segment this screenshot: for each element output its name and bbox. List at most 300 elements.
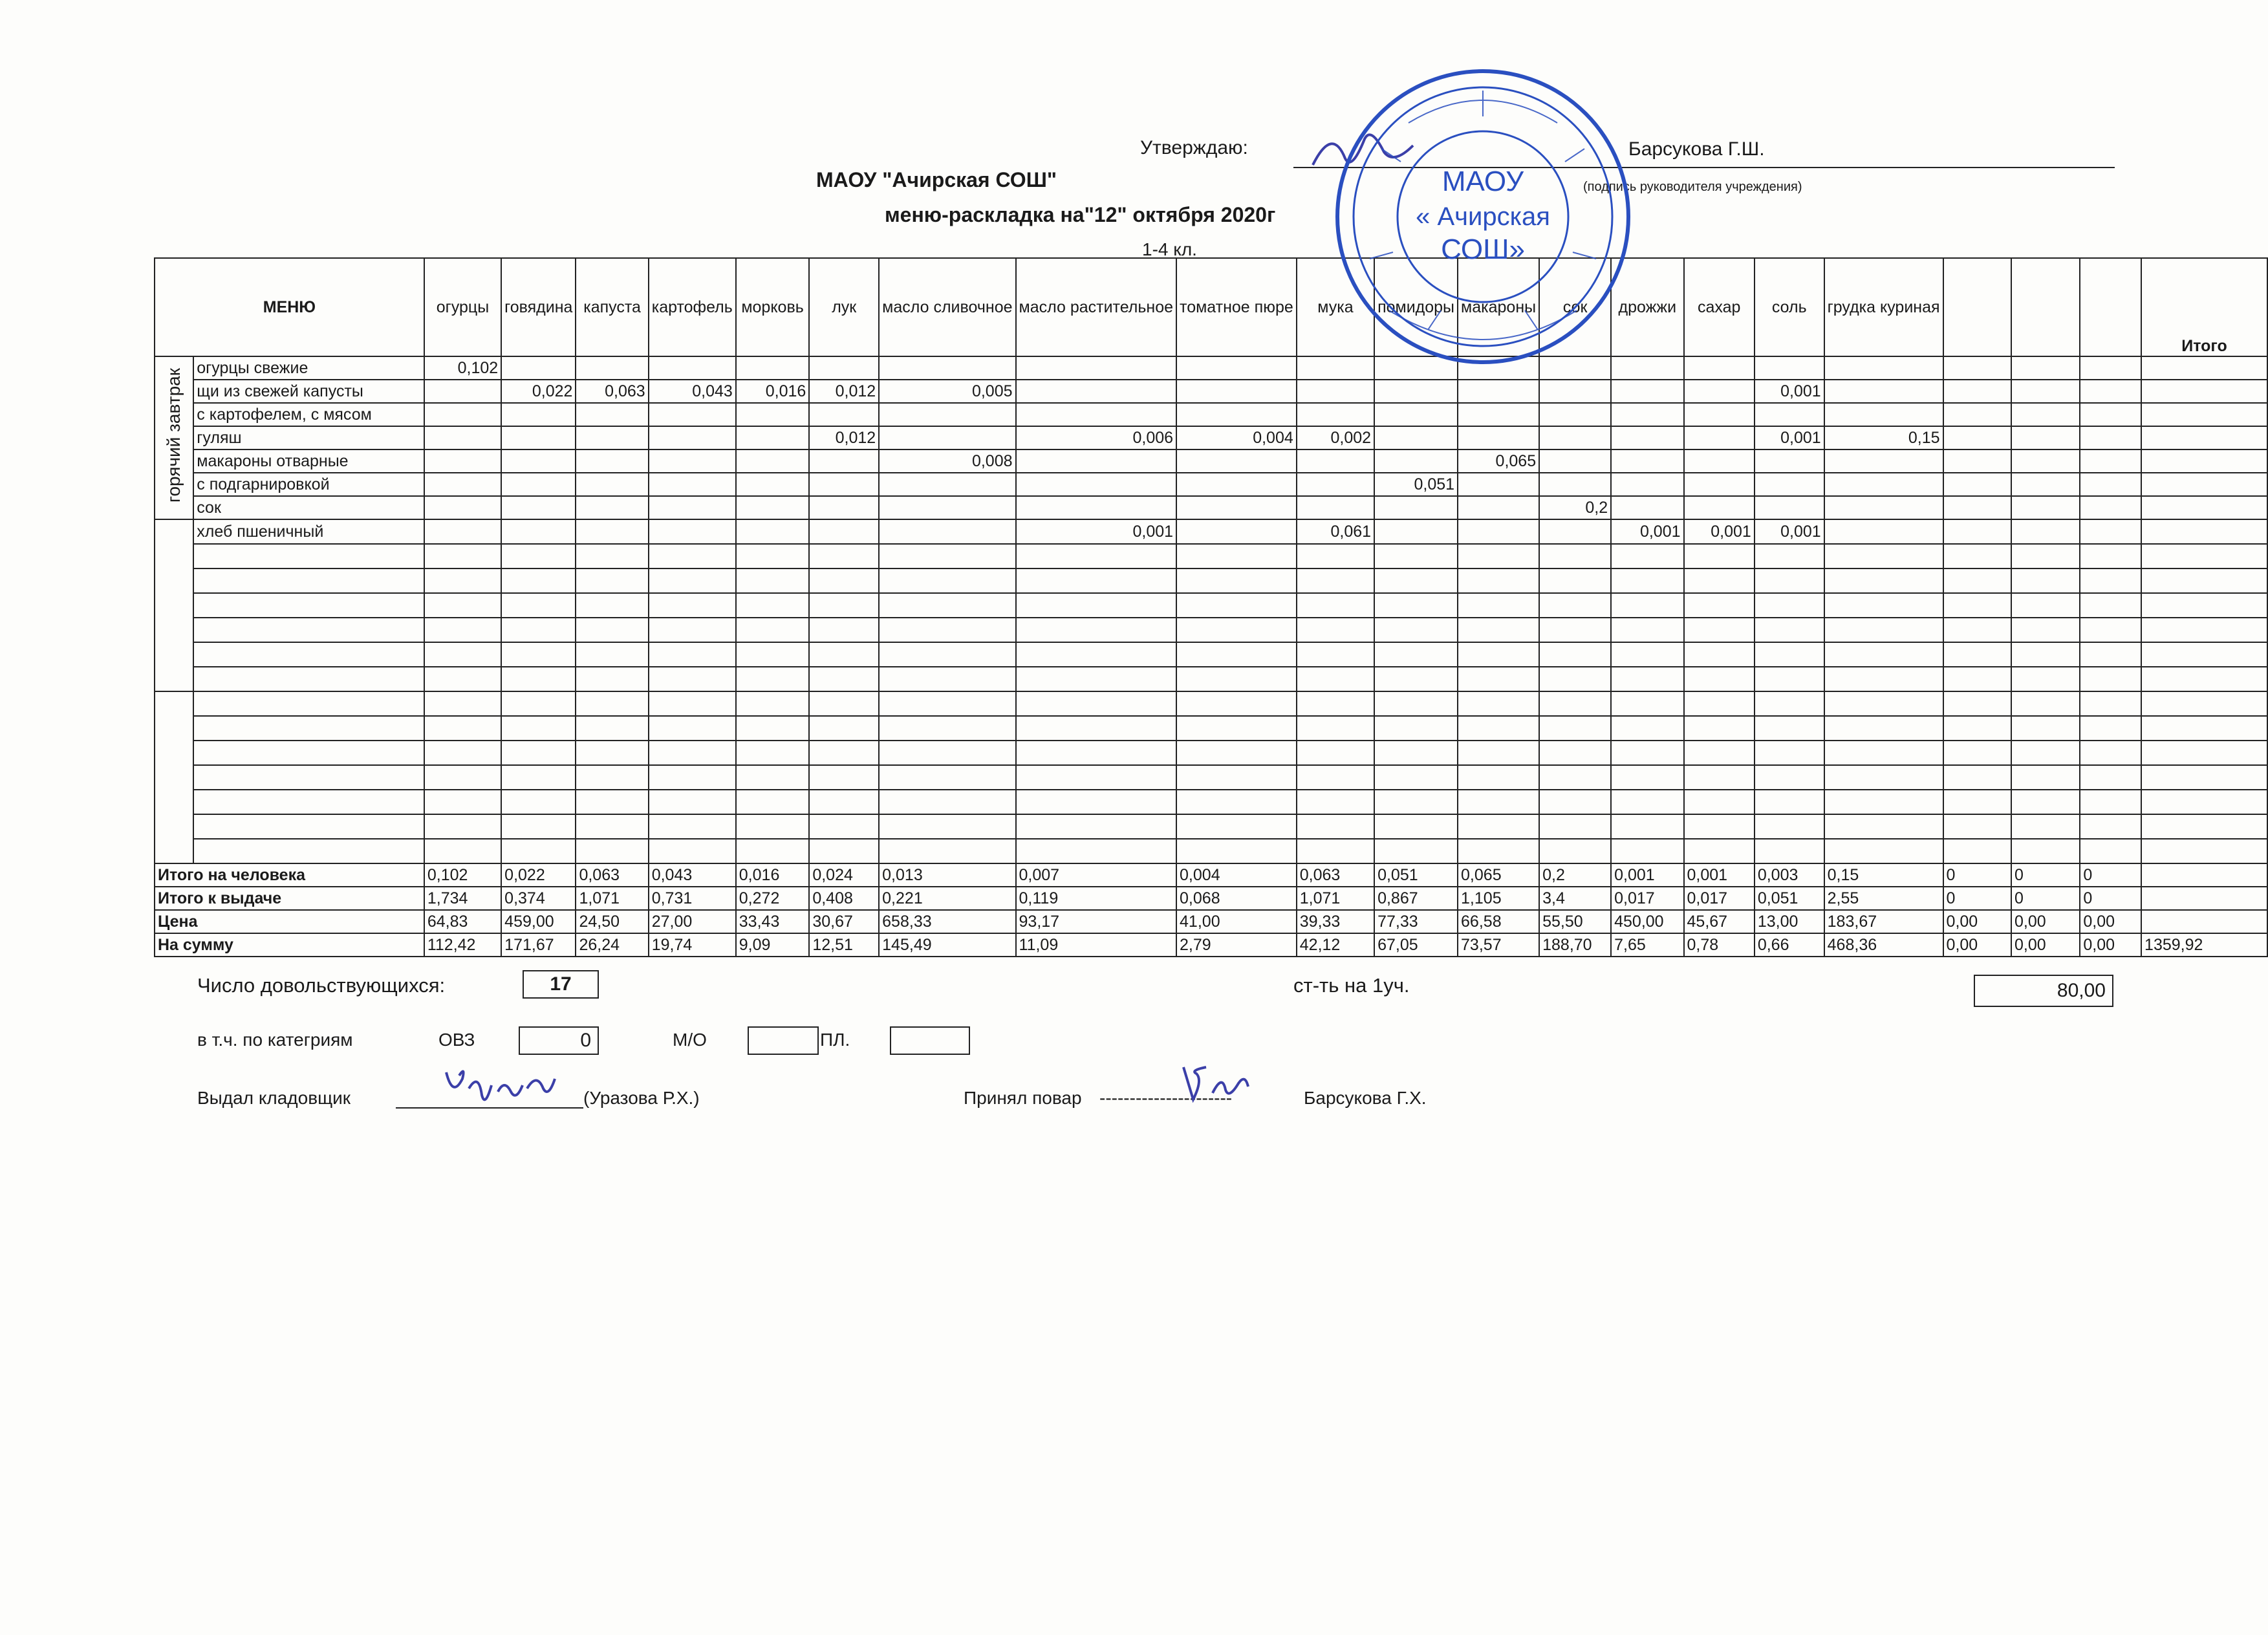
amount-cell xyxy=(1176,741,1297,765)
column-header: помидоры xyxy=(1374,258,1458,356)
amount-cell xyxy=(576,667,648,691)
amount-cell xyxy=(576,741,648,765)
amount-cell: 0,022 xyxy=(501,380,576,403)
table-row xyxy=(155,618,2267,642)
amount-cell xyxy=(1374,380,1458,403)
ovz-label: ОВЗ xyxy=(438,1030,475,1050)
amount-cell xyxy=(2011,496,2080,519)
amount-cell xyxy=(1684,426,1755,449)
amount-cell xyxy=(1016,380,1177,403)
received-dashes: ---------------------- xyxy=(1099,1088,1233,1108)
total-cell xyxy=(2141,765,2267,790)
amount-cell xyxy=(1755,403,1824,426)
amount-cell xyxy=(1016,473,1177,496)
amount-cell: 0,001 xyxy=(1016,519,1177,544)
amount-cell xyxy=(1297,449,1374,473)
amount-cell xyxy=(576,618,648,642)
amount-cell xyxy=(809,716,879,741)
amount-cell xyxy=(649,496,736,519)
amount-cell xyxy=(501,790,576,814)
amount-cell xyxy=(736,473,810,496)
approval-label: Утверждаю: xyxy=(1140,137,1248,158)
section-label: горячий завтрак xyxy=(164,368,184,503)
amount-cell xyxy=(1176,642,1297,667)
amount-cell xyxy=(649,568,736,593)
dish-name xyxy=(193,642,424,667)
official-stamp xyxy=(1331,65,1635,369)
stamp-line-3: СОШ» xyxy=(1441,233,1525,265)
amount-cell xyxy=(736,814,810,839)
summary-cell: 2,55 xyxy=(1824,887,1943,910)
amount-cell xyxy=(501,716,576,741)
table-row xyxy=(155,741,2267,765)
amount-cell xyxy=(1611,814,1683,839)
amount-cell xyxy=(1824,618,1943,642)
dish-name xyxy=(193,741,424,765)
column-header: дрожжи xyxy=(1611,258,1683,356)
amount-cell xyxy=(1374,716,1458,741)
dish-name xyxy=(193,790,424,814)
summary-cell: 2,79 xyxy=(1176,933,1297,957)
summary-cell: 0,051 xyxy=(1374,863,1458,887)
amount-cell xyxy=(649,403,736,426)
table-row xyxy=(155,519,2267,544)
amount-cell xyxy=(1684,691,1755,716)
amount-cell xyxy=(424,568,501,593)
amount-cell xyxy=(879,544,1015,568)
amount-cell xyxy=(576,716,648,741)
amount-cell xyxy=(1611,426,1683,449)
amount-cell xyxy=(1943,426,2011,449)
amount-cell xyxy=(424,403,501,426)
total-cell xyxy=(2141,642,2267,667)
amount-cell xyxy=(1611,790,1683,814)
dish-name xyxy=(193,716,424,741)
amount-cell xyxy=(1458,716,1539,741)
amount-cell xyxy=(1611,593,1683,618)
amount-cell xyxy=(1458,839,1539,863)
summary-cell: 0,119 xyxy=(1016,887,1177,910)
summary-cell: 45,67 xyxy=(1684,910,1755,933)
amount-cell xyxy=(2080,716,2141,741)
amount-cell xyxy=(1539,403,1611,426)
summary-cell: 0,102 xyxy=(424,863,501,887)
amount-cell xyxy=(1755,618,1824,642)
summary-cell: 41,00 xyxy=(1176,910,1297,933)
amount-cell xyxy=(1755,449,1824,473)
amount-cell xyxy=(1176,691,1297,716)
summary-row xyxy=(155,933,2267,957)
amount-cell xyxy=(879,496,1015,519)
dish-name xyxy=(193,568,424,593)
total-cell xyxy=(2141,544,2267,568)
amount-cell xyxy=(1755,839,1824,863)
amount-cell xyxy=(424,593,501,618)
amount-cell xyxy=(1458,765,1539,790)
summary-label: Итого к выдаче xyxy=(155,887,424,910)
amount-cell xyxy=(809,449,879,473)
amount-cell xyxy=(2011,426,2080,449)
amount-cell xyxy=(1458,814,1539,839)
amount-cell xyxy=(1611,380,1683,403)
amount-cell xyxy=(1539,716,1611,741)
amount-cell xyxy=(1943,667,2011,691)
amount-cell xyxy=(649,790,736,814)
amount-cell xyxy=(1755,544,1824,568)
summary-cell: 145,49 xyxy=(879,933,1015,957)
amount-cell xyxy=(424,449,501,473)
summary-row xyxy=(155,887,2267,910)
amount-cell xyxy=(1374,765,1458,790)
table-row xyxy=(155,544,2267,568)
dish-name xyxy=(193,593,424,618)
amount-cell xyxy=(1824,593,1943,618)
table-row xyxy=(155,449,2267,473)
amount-cell xyxy=(1016,568,1177,593)
summary-cell: 183,67 xyxy=(1824,910,1943,933)
summary-cell: 30,67 xyxy=(809,910,879,933)
amount-cell xyxy=(1458,667,1539,691)
summary-cell: 93,17 xyxy=(1016,910,1177,933)
amount-cell xyxy=(1684,814,1755,839)
column-header: капуста xyxy=(576,258,648,356)
amount-cell xyxy=(1684,356,1755,380)
amount-cell xyxy=(649,642,736,667)
amount-cell xyxy=(1297,642,1374,667)
amount-cell xyxy=(1176,790,1297,814)
summary-cell: 0,063 xyxy=(1297,863,1374,887)
amount-cell xyxy=(1016,839,1177,863)
amount-cell xyxy=(424,380,501,403)
amount-cell xyxy=(2080,356,2141,380)
table-row xyxy=(155,593,2267,618)
amount-cell xyxy=(1755,790,1824,814)
amount-cell xyxy=(2080,839,2141,863)
amount-cell xyxy=(2011,568,2080,593)
amount-cell xyxy=(424,642,501,667)
amount-cell xyxy=(501,519,576,544)
amount-cell xyxy=(879,593,1015,618)
column-header: масло растительное xyxy=(1016,258,1177,356)
dish-name: хлеб пшеничный xyxy=(193,519,424,544)
amount-cell: 0,065 xyxy=(1458,449,1539,473)
total-cell xyxy=(2141,380,2267,403)
amount-cell xyxy=(1611,667,1683,691)
summary-cell: 0 xyxy=(2011,887,2080,910)
amount-cell xyxy=(2011,473,2080,496)
summary-cell: 0,00 xyxy=(2011,933,2080,957)
amount-cell xyxy=(2080,593,2141,618)
amount-cell xyxy=(649,449,736,473)
summary-total xyxy=(2141,887,2267,910)
amount-cell xyxy=(1755,741,1824,765)
amount-cell xyxy=(1943,741,2011,765)
summary-cell: 1,734 xyxy=(424,887,501,910)
total-cell xyxy=(2141,814,2267,839)
table-row xyxy=(155,667,2267,691)
amount-cell xyxy=(576,765,648,790)
summary-cell: 658,33 xyxy=(879,910,1015,933)
amount-cell xyxy=(2080,403,2141,426)
amount-cell xyxy=(809,839,879,863)
amount-cell xyxy=(424,790,501,814)
amount-cell xyxy=(736,449,810,473)
summary-cell: 468,36 xyxy=(1824,933,1943,957)
summary-cell: 0,043 xyxy=(649,863,736,887)
summary-cell: 0,00 xyxy=(1943,933,2011,957)
summary-cell: 7,65 xyxy=(1611,933,1683,957)
amount-cell xyxy=(736,765,810,790)
amount-cell xyxy=(1176,765,1297,790)
amount-cell xyxy=(1684,380,1755,403)
amount-cell xyxy=(2080,519,2141,544)
doc-title: меню-раскладка на"12" октября 2020г xyxy=(885,203,1276,226)
amount-cell xyxy=(879,691,1015,716)
amount-cell xyxy=(1824,473,1943,496)
table-row xyxy=(155,426,2267,449)
amount-cell xyxy=(2080,790,2141,814)
amount-cell xyxy=(1539,618,1611,642)
amount-cell xyxy=(649,519,736,544)
amount-cell xyxy=(1943,449,2011,473)
amount-cell xyxy=(1755,814,1824,839)
dish-name xyxy=(193,765,424,790)
amount-cell xyxy=(1176,473,1297,496)
amount-cell xyxy=(1297,618,1374,642)
amount-cell: 0,001 xyxy=(1755,426,1824,449)
table-row xyxy=(155,496,2267,519)
dish-name xyxy=(193,544,424,568)
summary-cell: 0,00 xyxy=(1943,910,2011,933)
amount-cell xyxy=(501,449,576,473)
amount-cell xyxy=(1539,642,1611,667)
amount-cell xyxy=(1374,593,1458,618)
amount-cell: 0,063 xyxy=(576,380,648,403)
dish-name: огурцы свежие xyxy=(193,356,424,380)
summary-cell: 19,74 xyxy=(649,933,736,957)
dish-name: макароны отварные xyxy=(193,449,424,473)
summary-row xyxy=(155,910,2267,933)
amount-cell xyxy=(1755,716,1824,741)
amount-cell xyxy=(1755,473,1824,496)
amount-cell xyxy=(2080,741,2141,765)
total-cell xyxy=(2141,426,2267,449)
amount-cell xyxy=(809,356,879,380)
amount-cell xyxy=(879,356,1015,380)
amount-cell xyxy=(2080,568,2141,593)
amount-cell xyxy=(879,568,1015,593)
amount-cell xyxy=(1458,741,1539,765)
amount-cell xyxy=(1374,449,1458,473)
amount-cell xyxy=(1458,473,1539,496)
amount-cell xyxy=(1684,790,1755,814)
amount-cell xyxy=(1374,691,1458,716)
amount-cell xyxy=(501,741,576,765)
amount-cell xyxy=(2011,790,2080,814)
amount-cell xyxy=(2080,449,2141,473)
column-header: макароны xyxy=(1458,258,1539,356)
summary-cell: 55,50 xyxy=(1539,910,1611,933)
amount-cell xyxy=(1611,691,1683,716)
amount-cell xyxy=(1684,544,1755,568)
amount-cell: 0,008 xyxy=(879,449,1015,473)
amount-cell xyxy=(1755,765,1824,790)
amount-cell xyxy=(1943,814,2011,839)
amount-cell xyxy=(1297,667,1374,691)
amount-cell xyxy=(809,618,879,642)
summary-cell: 0,001 xyxy=(1684,863,1755,887)
amount-cell xyxy=(809,403,879,426)
amount-cell xyxy=(879,519,1015,544)
table-row xyxy=(155,790,2267,814)
amount-cell xyxy=(1016,691,1177,716)
amount-cell xyxy=(1539,667,1611,691)
table-row xyxy=(155,716,2267,741)
header-row xyxy=(155,258,2267,356)
summary-cell: 27,00 xyxy=(649,910,736,933)
amount-cell xyxy=(424,544,501,568)
total-cell xyxy=(2141,356,2267,380)
total-cell xyxy=(2141,716,2267,741)
column-header: сахар xyxy=(1684,258,1755,356)
amount-cell xyxy=(1539,568,1611,593)
amount-cell xyxy=(1824,691,1943,716)
amount-cell xyxy=(1297,380,1374,403)
amount-cell xyxy=(1458,519,1539,544)
summary-cell: 0,867 xyxy=(1374,887,1458,910)
amount-cell xyxy=(1016,449,1177,473)
received-label: Принял повар xyxy=(964,1088,1082,1108)
org-title: МАОУ "Ачирская СОШ" xyxy=(816,168,1057,191)
column-header: картофель xyxy=(649,258,736,356)
amount-cell xyxy=(1755,642,1824,667)
amount-cell xyxy=(649,473,736,496)
dish-name: с картофелем, с мясом xyxy=(193,403,424,426)
amount-cell xyxy=(1943,519,2011,544)
amount-cell xyxy=(809,814,879,839)
total-cell xyxy=(2141,449,2267,473)
amount-cell: 0,006 xyxy=(1016,426,1177,449)
amount-cell xyxy=(1684,716,1755,741)
summary-cell: 112,42 xyxy=(424,933,501,957)
amount-cell xyxy=(1824,814,1943,839)
summary-cell: 0 xyxy=(2080,863,2141,887)
amount-cell xyxy=(424,741,501,765)
amount-cell xyxy=(1943,642,2011,667)
column-header: морковь xyxy=(736,258,810,356)
cost-value: 80,00 xyxy=(1974,975,2113,1007)
amount-cell xyxy=(1611,839,1683,863)
summary-cell: 64,83 xyxy=(424,910,501,933)
summary-cell: 0,2 xyxy=(1539,863,1611,887)
amount-cell xyxy=(1458,496,1539,519)
summary-cell: 39,33 xyxy=(1297,910,1374,933)
summary-cell: 0,051 xyxy=(1755,887,1824,910)
summary-cell: 13,00 xyxy=(1755,910,1824,933)
summary-cell: 0,024 xyxy=(809,863,879,887)
amount-cell: 0,012 xyxy=(809,380,879,403)
amount-cell: 0,001 xyxy=(1755,380,1824,403)
amount-cell xyxy=(879,667,1015,691)
summary-cell: 0,272 xyxy=(736,887,810,910)
summary-cell: 1,105 xyxy=(1458,887,1539,910)
received-name: Барсукова Г.Х. xyxy=(1304,1088,1427,1108)
amount-cell xyxy=(1539,765,1611,790)
summary-cell: 24,50 xyxy=(576,910,648,933)
amount-cell xyxy=(1176,618,1297,642)
amount-cell xyxy=(1943,544,2011,568)
amount-cell xyxy=(1824,380,1943,403)
amount-cell xyxy=(1539,544,1611,568)
amount-cell xyxy=(2011,667,2080,691)
table-row xyxy=(155,473,2267,496)
amount-cell xyxy=(1824,642,1943,667)
amount-cell xyxy=(1611,449,1683,473)
amount-cell: 0,004 xyxy=(1176,426,1297,449)
amount-cell xyxy=(1943,618,2011,642)
menu-header: МЕНЮ xyxy=(155,258,424,356)
column-header xyxy=(2011,258,2080,356)
amount-cell xyxy=(879,403,1015,426)
summary-cell: 459,00 xyxy=(501,910,576,933)
amount-cell xyxy=(2080,544,2141,568)
amount-cell: 0,001 xyxy=(1755,519,1824,544)
amount-cell: 0,016 xyxy=(736,380,810,403)
amount-cell xyxy=(649,814,736,839)
summary-cell: 0 xyxy=(2080,887,2141,910)
amount-cell xyxy=(879,716,1015,741)
summary-cell: 42,12 xyxy=(1297,933,1374,957)
amount-cell xyxy=(1297,403,1374,426)
summary-cell: 0,017 xyxy=(1684,887,1755,910)
amount-cell xyxy=(736,790,810,814)
summary-cell: 0,78 xyxy=(1684,933,1755,957)
amount-cell xyxy=(1374,642,1458,667)
amount-cell xyxy=(1755,568,1824,593)
summary-cell: 11,09 xyxy=(1016,933,1177,957)
amount-cell xyxy=(1297,765,1374,790)
amount-cell xyxy=(809,473,879,496)
amount-cell xyxy=(1611,403,1683,426)
amount-cell xyxy=(2011,741,2080,765)
amount-cell xyxy=(2011,691,2080,716)
eaters-value: 17 xyxy=(523,970,599,999)
amount-cell xyxy=(1824,544,1943,568)
amount-cell xyxy=(809,642,879,667)
amount-cell xyxy=(1374,741,1458,765)
amount-cell xyxy=(1176,380,1297,403)
amount-cell: 0,061 xyxy=(1297,519,1374,544)
grade-label: 1-4 кл. xyxy=(1142,239,1197,259)
amount-cell xyxy=(424,496,501,519)
total-cell xyxy=(2141,667,2267,691)
amount-cell xyxy=(1943,356,2011,380)
summary-cell: 0,065 xyxy=(1458,863,1539,887)
amount-cell xyxy=(1176,356,1297,380)
total-cell xyxy=(2141,403,2267,426)
column-header: говядина xyxy=(501,258,576,356)
amount-cell xyxy=(1458,568,1539,593)
amount-cell xyxy=(1943,593,2011,618)
amount-cell xyxy=(501,426,576,449)
amount-cell xyxy=(424,765,501,790)
amount-cell xyxy=(1016,496,1177,519)
amount-cell xyxy=(1374,839,1458,863)
summary-cell: 0,013 xyxy=(879,863,1015,887)
summary-cell: 1,071 xyxy=(1297,887,1374,910)
summary-cell: 0,001 xyxy=(1611,863,1683,887)
amount-cell xyxy=(1458,642,1539,667)
